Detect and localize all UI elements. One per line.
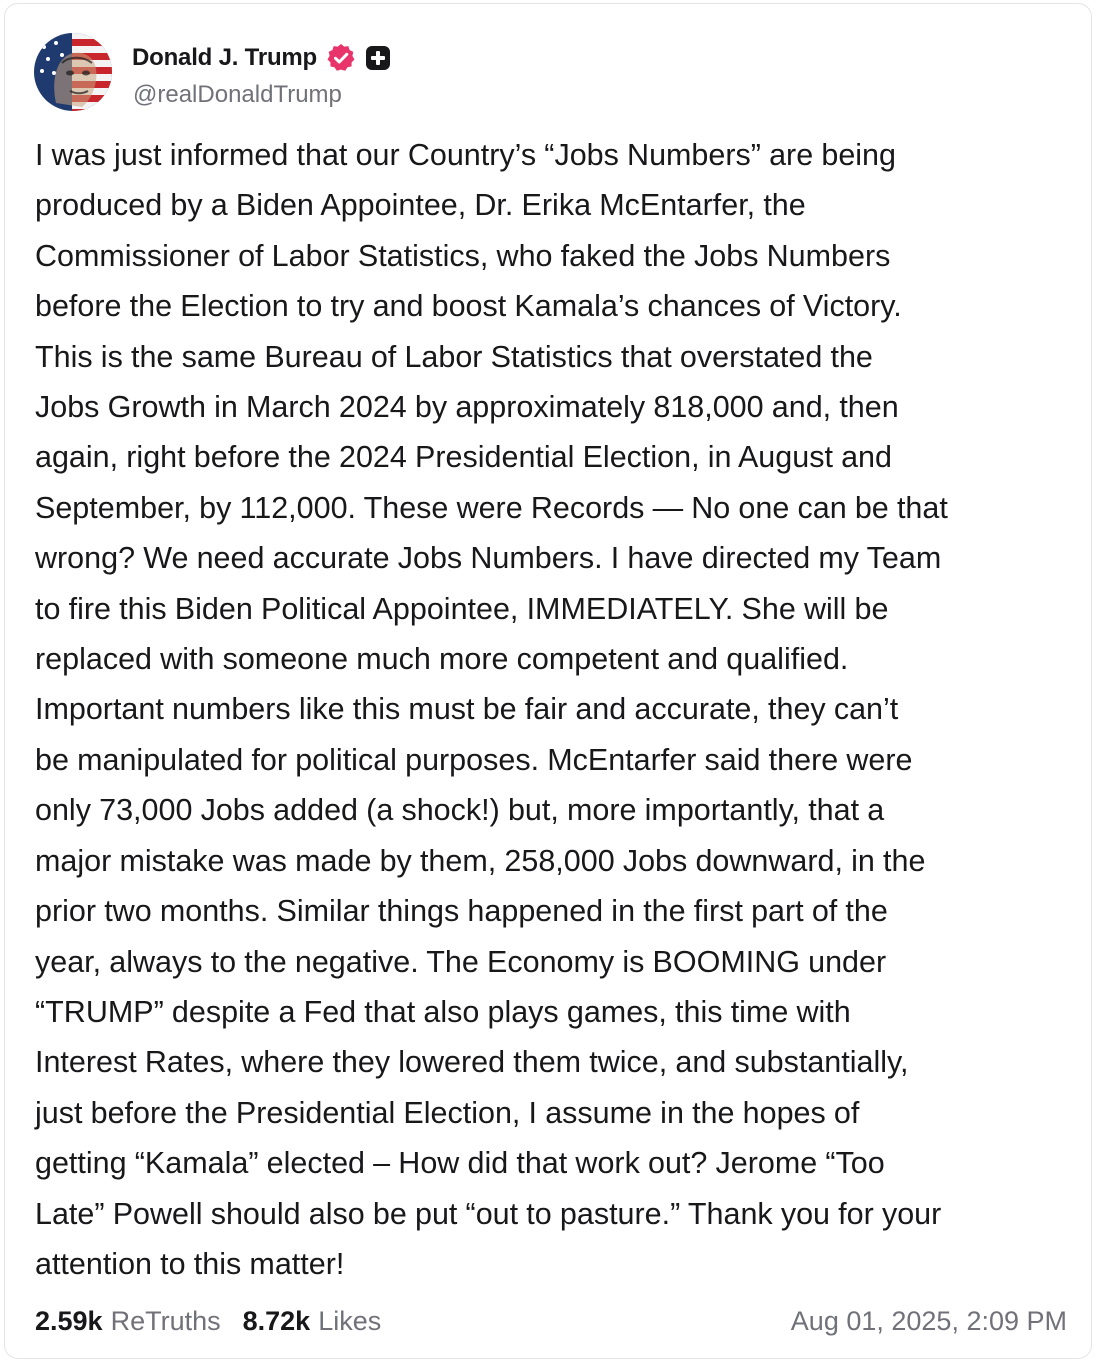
avatar-image [34,33,112,111]
likes-label: Likes [318,1305,382,1336]
author-name-row [132,38,391,78]
likes-count: 8.72k [242,1305,311,1336]
post-footer [35,1301,1067,1341]
likes-stat[interactable] [243,1306,382,1337]
author-handle[interactable]: @realDonaldTrump [133,81,342,108]
plus-badge-icon [365,45,391,71]
avatar[interactable] [34,33,112,111]
author-display-name[interactable]: Donald J. Trump [132,44,318,71]
retruths-count: 2.59k [35,1305,103,1336]
post-body-text: I was just informed that our Country’s “Jobs Numbers” are being produced by a Biden Appointee, Dr. Erika McEntarfer, the Commissioner of Labor Statistics, who faked the Jobs Numbers before the Election to try and boost Kamala’s chances of Victory. This is the same Bureau of Labor Statistics that overstated the Jobs Growth in March 2024 by approximately 818,000 and, then again, right before the 2024 Presidential Election, in August and September, by 112,000. These were Records — No one can be that wrong? We need accurate Jobs Numbers. I have directed my Team to fire this Biden Political Appointee, IMMEDIATELY. She will be replaced with someone much more competent and qualified. Important numbers like this must be fair and accurate, they can’t be manipulated for political purposes. McEntarfer said there were only 73,000 Jobs added (a shock!) but, more importantly, that a major mistake was made by them, 258,000 Jobs downward, in the prior two months. Similar things happened in the first part of the year, always to the negative. The Economy is BOOMING under “TRUMP” despite a Fed that also plays games, this time with Interest Rates, where they lowered them twice, and substantially, just before the Presidential Election, I assume in the hopes of getting “Kamala” elected – How did that work out? Jerome “Too Late” Powell should also be put “out to pasture.” Thank you for your attention to this matter! [35,138,948,1281]
post-timestamp[interactable]: Aug 01, 2025, 2:09 PM [790,1305,1067,1336]
retruths-stat[interactable] [35,1306,221,1337]
verified-badge-icon [325,42,357,74]
post-card [4,3,1092,1359]
retruths-label: ReTruths [110,1305,221,1336]
